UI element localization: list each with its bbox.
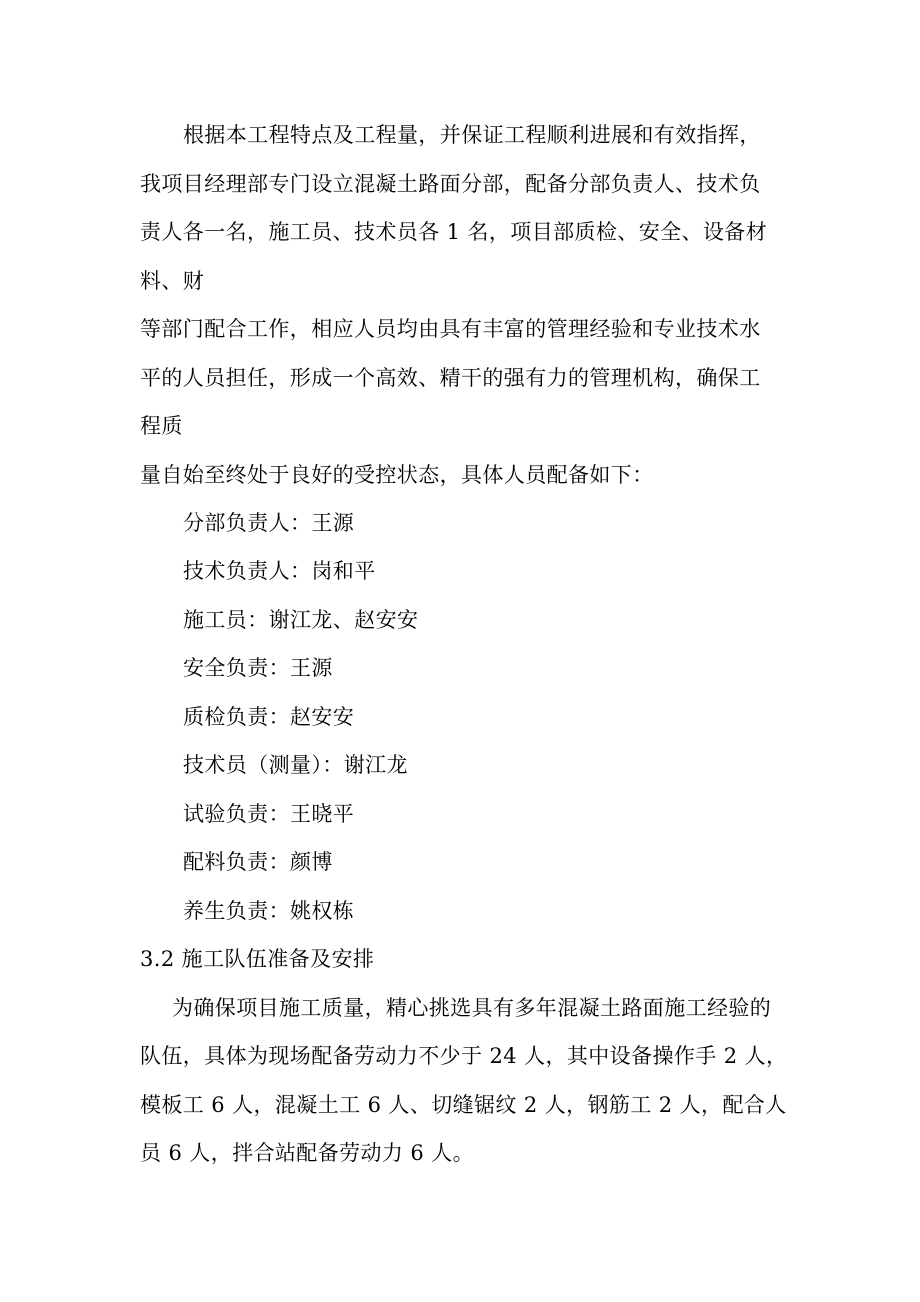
staff-item-batching-head: 配料负责：颜博 xyxy=(183,850,333,874)
section-line-2: 队伍，具体为现场配备劳动力不少于 24 人，其中设备操作手 2 人， xyxy=(140,1044,788,1068)
staff-item-safety-head: 安全负责：王源 xyxy=(183,656,333,680)
section-line-4: 员 6 人，拌合站配备劳动力 6 人。 xyxy=(140,1141,475,1165)
staff-item-curing-head: 养生负责：姚权栋 xyxy=(183,899,355,923)
staff-item-technician: 技术员（测量）：谢江龙 xyxy=(183,753,408,777)
intro-line-2: 我项目经理部专门设立混凝土路面分部，配备分部负责人、技术负 xyxy=(140,172,761,196)
intro-line-7: 程质 xyxy=(140,414,183,438)
intro-line-3: 责人各一名，施工员、技术员各 1 名，项目部质检、安全、设备材 xyxy=(140,220,768,244)
section-line-1: 为确保项目施工质量，精心挑选具有多年混凝土路面施工经验的 xyxy=(172,996,772,1020)
staff-item-division-head: 分部负责人：王源 xyxy=(183,511,355,535)
staff-item-construction-staff: 施工员：谢江龙、赵安安 xyxy=(183,608,419,632)
intro-line-1: 根据本工程特点及工程量，并保证工程顺利进展和有效指挥， xyxy=(183,123,761,147)
intro-line-6: 平的人员担任，形成一个高效、精干的强有力的管理机构，确保工 xyxy=(140,366,761,390)
staff-item-testing-head: 试验负责：王晓平 xyxy=(183,802,355,826)
section-line-3: 模板工 6 人，混凝土工 6 人、切缝锯纹 2 人，钢筋工 2 人，配合人 xyxy=(140,1093,787,1117)
intro-line-5: 等部门配合工作，相应人员均由具有丰富的管理经验和专业技术水 xyxy=(140,317,761,341)
intro-line-8: 量自始至终处于良好的受控状态，具体人员配备如下： xyxy=(140,463,654,487)
intro-line-4: 料、财 xyxy=(140,269,205,293)
section-heading: 3.2 施工队伍准备及安排 xyxy=(140,947,375,971)
staff-item-technical-head: 技术负责人：岗和平 xyxy=(183,559,376,583)
staff-item-quality-head: 质检负责：赵安安 xyxy=(183,705,355,729)
